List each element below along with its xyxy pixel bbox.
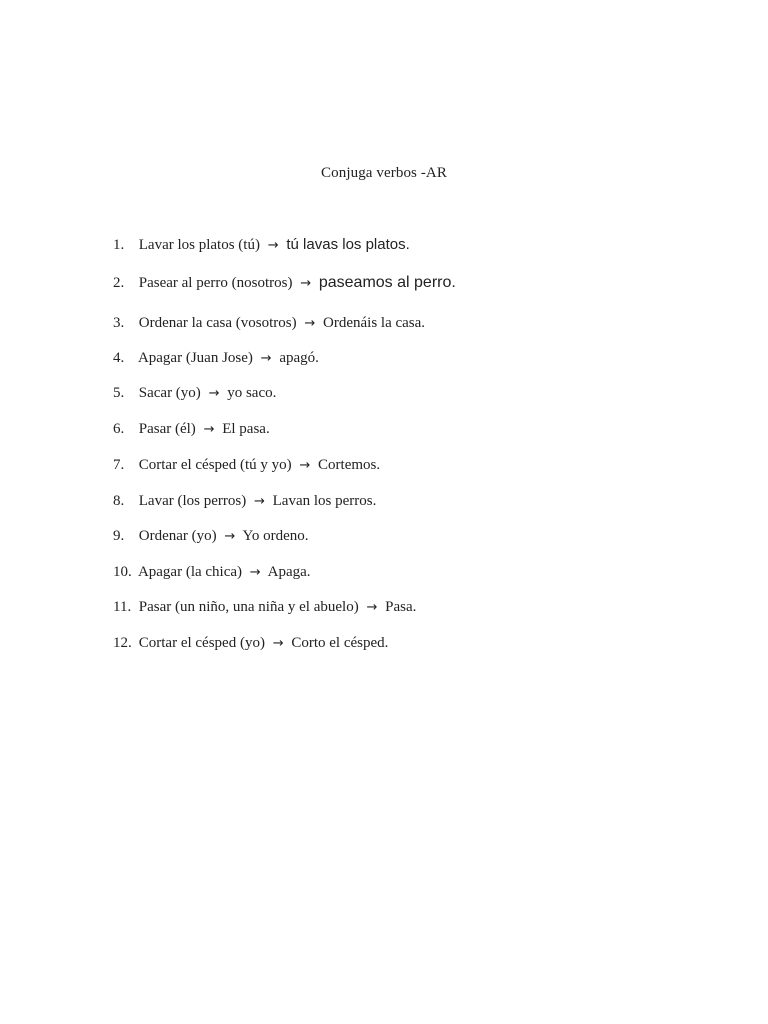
arrow-icon: → bbox=[299, 458, 311, 473]
item-number: 10. bbox=[113, 564, 132, 580]
exercise-item-11 bbox=[113, 596, 416, 618]
item-prompt: Lavar (los perros) bbox=[138, 493, 247, 509]
document-title: Conjuga verbos -AR bbox=[321, 165, 447, 181]
item-number: 3. bbox=[113, 315, 125, 331]
item-answer: Apaga. bbox=[267, 564, 311, 580]
arrow-icon: → bbox=[203, 422, 215, 437]
item-prompt: Sacar (yo) bbox=[138, 385, 201, 401]
arrow-icon: → bbox=[304, 316, 316, 331]
exercise-item-7 bbox=[113, 454, 380, 476]
arrow-icon: → bbox=[260, 351, 272, 366]
exercise-item-6 bbox=[113, 418, 270, 440]
item-prompt: Lavar los platos (tú) bbox=[138, 237, 260, 253]
item-answer: El pasa. bbox=[222, 421, 270, 437]
item-prompt: Pasar (un niño, una niña y el abuelo) bbox=[138, 599, 359, 615]
item-number: 6. bbox=[113, 421, 125, 437]
item-prompt: Apagar (la chica) bbox=[137, 564, 243, 580]
exercise-item-4 bbox=[113, 347, 319, 369]
item-prompt: Cortar el césped (tú y yo) bbox=[138, 457, 292, 473]
item-answer: Yo ordeno. bbox=[242, 528, 309, 544]
exercise-item-1 bbox=[113, 234, 410, 256]
item-answer: tú lavas los platos. bbox=[286, 236, 410, 253]
item-number: 12. bbox=[113, 635, 132, 651]
item-answer: Lavan los perros. bbox=[272, 493, 377, 509]
arrow-icon: → bbox=[272, 636, 284, 651]
item-number: 11. bbox=[113, 599, 132, 615]
item-answer: Ordenáis la casa. bbox=[323, 315, 426, 331]
exercise-item-5 bbox=[113, 382, 276, 404]
item-number: 8. bbox=[113, 493, 125, 509]
item-answer: apagó. bbox=[279, 350, 319, 366]
item-prompt: Ordenar (yo) bbox=[138, 528, 217, 544]
item-number: 4. bbox=[113, 350, 125, 366]
arrow-icon: → bbox=[366, 600, 378, 615]
exercise-item-8 bbox=[113, 490, 376, 512]
arrow-icon: → bbox=[267, 238, 279, 253]
item-prompt: Pasar (él) bbox=[138, 421, 196, 437]
arrow-icon: → bbox=[208, 386, 220, 401]
item-prompt: Cortar el césped (yo) bbox=[138, 635, 265, 651]
item-number: 2. bbox=[113, 275, 125, 291]
item-number: 7. bbox=[113, 457, 125, 473]
exercise-item-3 bbox=[113, 312, 425, 334]
exercise-item-9 bbox=[113, 525, 308, 547]
item-prompt: Pasear al perro (nosotros) bbox=[138, 275, 293, 291]
item-number: 5. bbox=[113, 385, 125, 401]
item-number: 9. bbox=[113, 528, 125, 544]
item-number: 1. bbox=[113, 237, 125, 253]
item-answer: Corto el césped. bbox=[291, 635, 389, 651]
exercise-item-2 bbox=[113, 272, 456, 294]
item-answer: Pasa. bbox=[385, 599, 417, 615]
exercise-item-12 bbox=[113, 632, 388, 654]
item-answer: paseamos al perro. bbox=[318, 274, 456, 291]
exercise-item-10 bbox=[113, 561, 311, 583]
arrow-icon: → bbox=[253, 494, 265, 509]
arrow-icon: → bbox=[224, 529, 236, 544]
item-answer: yo saco. bbox=[227, 385, 277, 401]
arrow-icon: → bbox=[300, 276, 312, 291]
item-prompt: Ordenar la casa (vosotros) bbox=[138, 315, 297, 331]
item-answer: Cortemos. bbox=[318, 457, 381, 473]
arrow-icon: → bbox=[249, 565, 261, 580]
item-prompt: Apagar (Juan Jose) bbox=[137, 350, 253, 366]
